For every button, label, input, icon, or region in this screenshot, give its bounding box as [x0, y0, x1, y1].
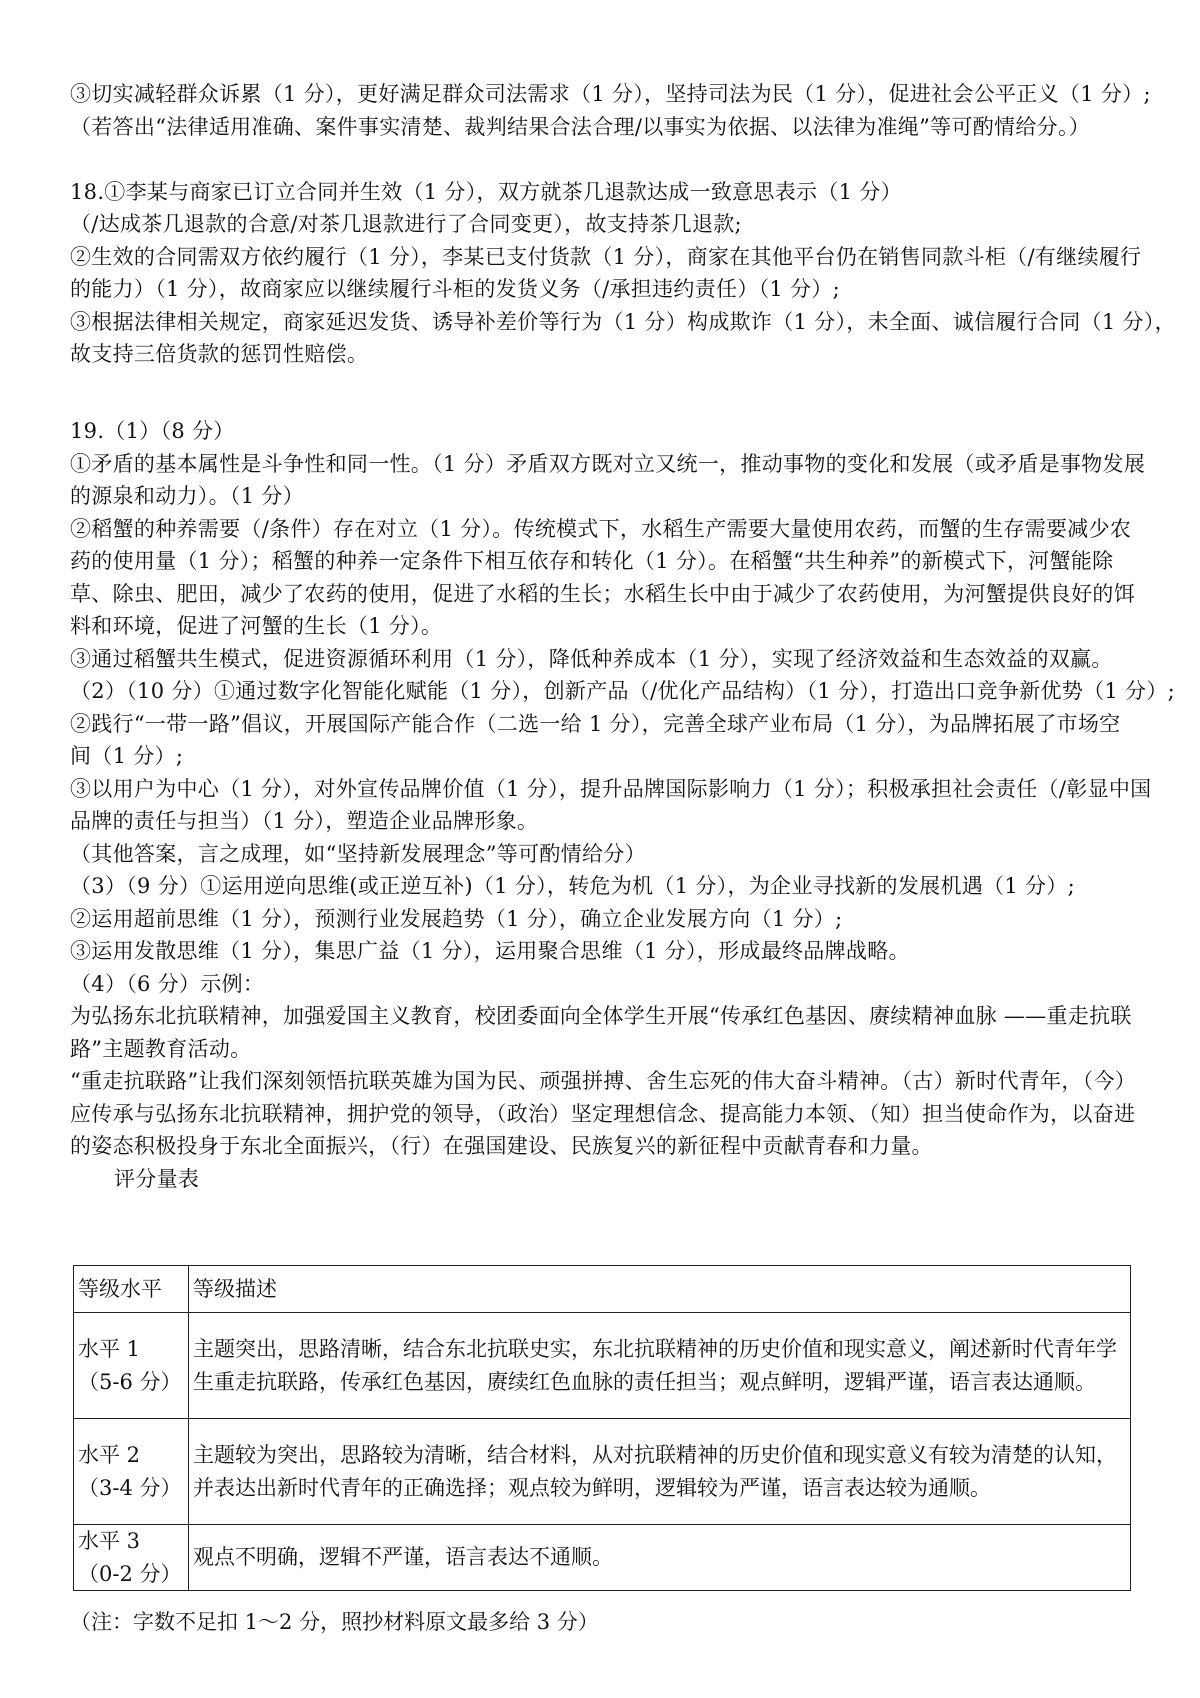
description-line: 生重走抗联路，传承红色基因，赓续红色血脉的责任担当；观点鲜明，逻辑严谨，语言表达通顺。	[193, 1369, 1096, 1394]
s19-line-14: （其他答案，言之成理，如“坚持新发展理念”等可酌情给分）	[70, 841, 646, 866]
table-row	[74, 1419, 1131, 1525]
s19-line-17: ③运用发散思维（1 分），集思广益（1 分），运用聚合思维（1 分），形成最终品牌战略。	[70, 939, 910, 963]
spacer	[70, 403, 1130, 415]
rubric-table	[73, 1265, 1131, 1591]
s19-line-23: 的姿态积极投身于东北全面振兴，（行）在强国建设、民族复兴的新征程中贡献青春和力量。	[70, 1134, 933, 1158]
level-name: 水平 3	[78, 1529, 141, 1553]
s19-line-8: ③通过稻蟹共生模式，促进资源循环利用（1 分），降低种养成本（1 分），实现了经济效益和生态效益的双赢。	[70, 646, 1113, 671]
s19-line-12: ③以用户为中心（1 分），对外宣传品牌价值（1 分），提升品牌国际影响力（1 分）；积极承担社会责任（/彰显中国	[70, 776, 1152, 801]
s19-line-13: 品牌的责任与担当）（1 分），塑造企业品牌形象。	[70, 809, 539, 833]
level-name: 水平 1	[78, 1337, 141, 1361]
s19-line-10: ②践行“一带一路”倡议，开展国际产能合作（二选一给 1 分），完善全球产业布局（1 分），为品牌拓展了市场空	[70, 711, 1121, 736]
s19-line-4: ②稻蟹的种养需要（/条件）存在对立（1 分）。传统模式下，水稻生产需要大量使用农药，而蟹的生存需要减少农	[70, 516, 1132, 541]
description-line: 主题突出，思路清晰，结合东北抗联史实，东北抗联精神的历史价值和现实意义，阐述新时代青年学	[193, 1337, 1117, 1361]
level-cell	[74, 1525, 189, 1591]
s19-line-5: 药的使用量（1 分）；稻蟹的种养一定条件下相互依存和转化（1 分）。在稻蟹“共生种养”的新模式下，河蟹能除	[70, 549, 1114, 573]
table-header-row	[74, 1266, 1131, 1313]
description-line: 观点不明确，逻辑不严谨，语言表达不通顺。	[193, 1545, 613, 1570]
description-cell	[189, 1313, 1131, 1419]
s19-line-19: 为弘扬东北抗联精神，加强爱国主义教育，校团委面向全体学生开展“传承红色基因、赓续精神血脉 ——重走抗联	[70, 1004, 1132, 1028]
answer-text	[70, 78, 1176, 1195]
level-score: （3-4 分）	[78, 1475, 182, 1500]
description-line: 主题较为突出，思路较为清晰，结合材料，从对抗联精神的历史价值和现实意义有较为清楚的认知，	[193, 1443, 1117, 1467]
header-level: 等级水平	[74, 1266, 189, 1313]
level-score: （5-6 分）	[78, 1369, 182, 1394]
table-caption: 评分量表	[114, 1166, 200, 1191]
s19-line-16: ②运用超前思维（1 分），预测行业发展趋势（1 分），确立企业发展方向（1 分）;	[70, 906, 843, 931]
s19-line-11: 间（1 分）;	[70, 744, 184, 768]
description-cell	[189, 1419, 1131, 1525]
s18-line-3: ②生效的合同需双方依约履行（1 分），李某已支付货款（1 分），商家在其他平台仍在销售同款斗柜（/有继续履行	[70, 244, 1142, 269]
s19-line-3: 的源泉和动力）。（1 分）	[70, 484, 304, 508]
s18-line-5: ③根据法律相关规定，商家延迟发货、诱导补差价等行为（1 分）构成欺诈（1 分），未全面、诚信履行合同（1 分），	[70, 309, 1176, 334]
description-cell	[189, 1525, 1131, 1591]
s18-line-1: 18.①李某与商家已订立合同并生效（1 分），双方就茶几退款达成一致意思表示（1 分）	[70, 179, 902, 204]
s19-line-7: 料和环境，促进了河蟹的生长（1 分）。	[70, 614, 443, 638]
level-cell	[74, 1313, 189, 1419]
level-cell	[74, 1419, 189, 1525]
s18-line-2: （/达成茶几退款的合意/对茶几退款进行了合同变更），故支持茶几退款;	[70, 212, 742, 236]
s19-line-6: 草、除虫、肥田，减少了农药的使用，促进了水稻的生长；水稻生长中由于减少了农药使用，为河蟹提供良好的饵	[70, 581, 1135, 606]
s19-line-21: “重走抗联路”让我们深刻领悟抗联英雄为国为民、顽强拼搏、舍生忘死的伟大奋斗精神。（古）新时代青年，（今）	[70, 1069, 1137, 1093]
s19-line-18: （4）（6 分）示例：	[70, 971, 265, 996]
table-note: （注：字数不足扣 1～2 分，照抄材料原文最多给 3 分）	[70, 1610, 599, 1634]
s17-line-1: ③切实减轻群众诉累（1 分），更好满足群众司法需求（1 分），坚持司法为民（1 分），促进社会公平正义（1 分）;	[70, 82, 1151, 106]
s19-line-9: （2）（10 分）①通过数字化智能化赋能（1 分），创新产品（/优化产品结构）（1 分），打造出口竞争新优势（1 分）;	[70, 679, 1176, 703]
table-row	[74, 1525, 1131, 1591]
s19-line-22: 应传承与弘扬东北抗联精神，拥护党的领导，（政治）坚定理想信念、提高能力本领、（知）担当使命作为，以奋进	[70, 1101, 1136, 1126]
level-score: （0-2 分）	[78, 1561, 182, 1586]
table-row	[74, 1313, 1131, 1419]
level-name: 水平 2	[78, 1443, 141, 1467]
s19-line-15: （3）（9 分）①运用逆向思维(或正逆互补)（1 分），转危为机（1 分），为企业寻找新的发展机遇（1 分）;	[70, 874, 1075, 898]
s17-line-2: （若答出“法律适用准确、案件事实清楚、裁判结果合法合理/以事实为依据、以法律为准绳”等可酌情给分。）	[70, 114, 1091, 139]
s19-line-2: ①矛盾的基本属性是斗争性和同一性。（1 分）矛盾双方既对立又统一，推动事物的变化和发展（或矛盾是事物发展	[70, 451, 1146, 476]
s18-line-6: 故支持三倍货款的惩罚性赔偿。	[70, 342, 369, 366]
spacer	[70, 371, 1130, 404]
spacer	[70, 143, 1130, 176]
s19-line-1: 19.（1）（8 分）	[70, 419, 235, 443]
description-line: 并表达出新时代青年的正确选择；观点较为鲜明，逻辑较为严谨，语言表达较为通顺。	[193, 1475, 991, 1500]
s19-line-20: 路”主题教育活动。	[70, 1036, 252, 1061]
header-description: 等级描述	[189, 1266, 1131, 1313]
s18-line-4: 的能力）（1 分），故商家应以继续履行斗柜的发货义务（/承担违约责任）（1 分）;	[70, 277, 841, 301]
